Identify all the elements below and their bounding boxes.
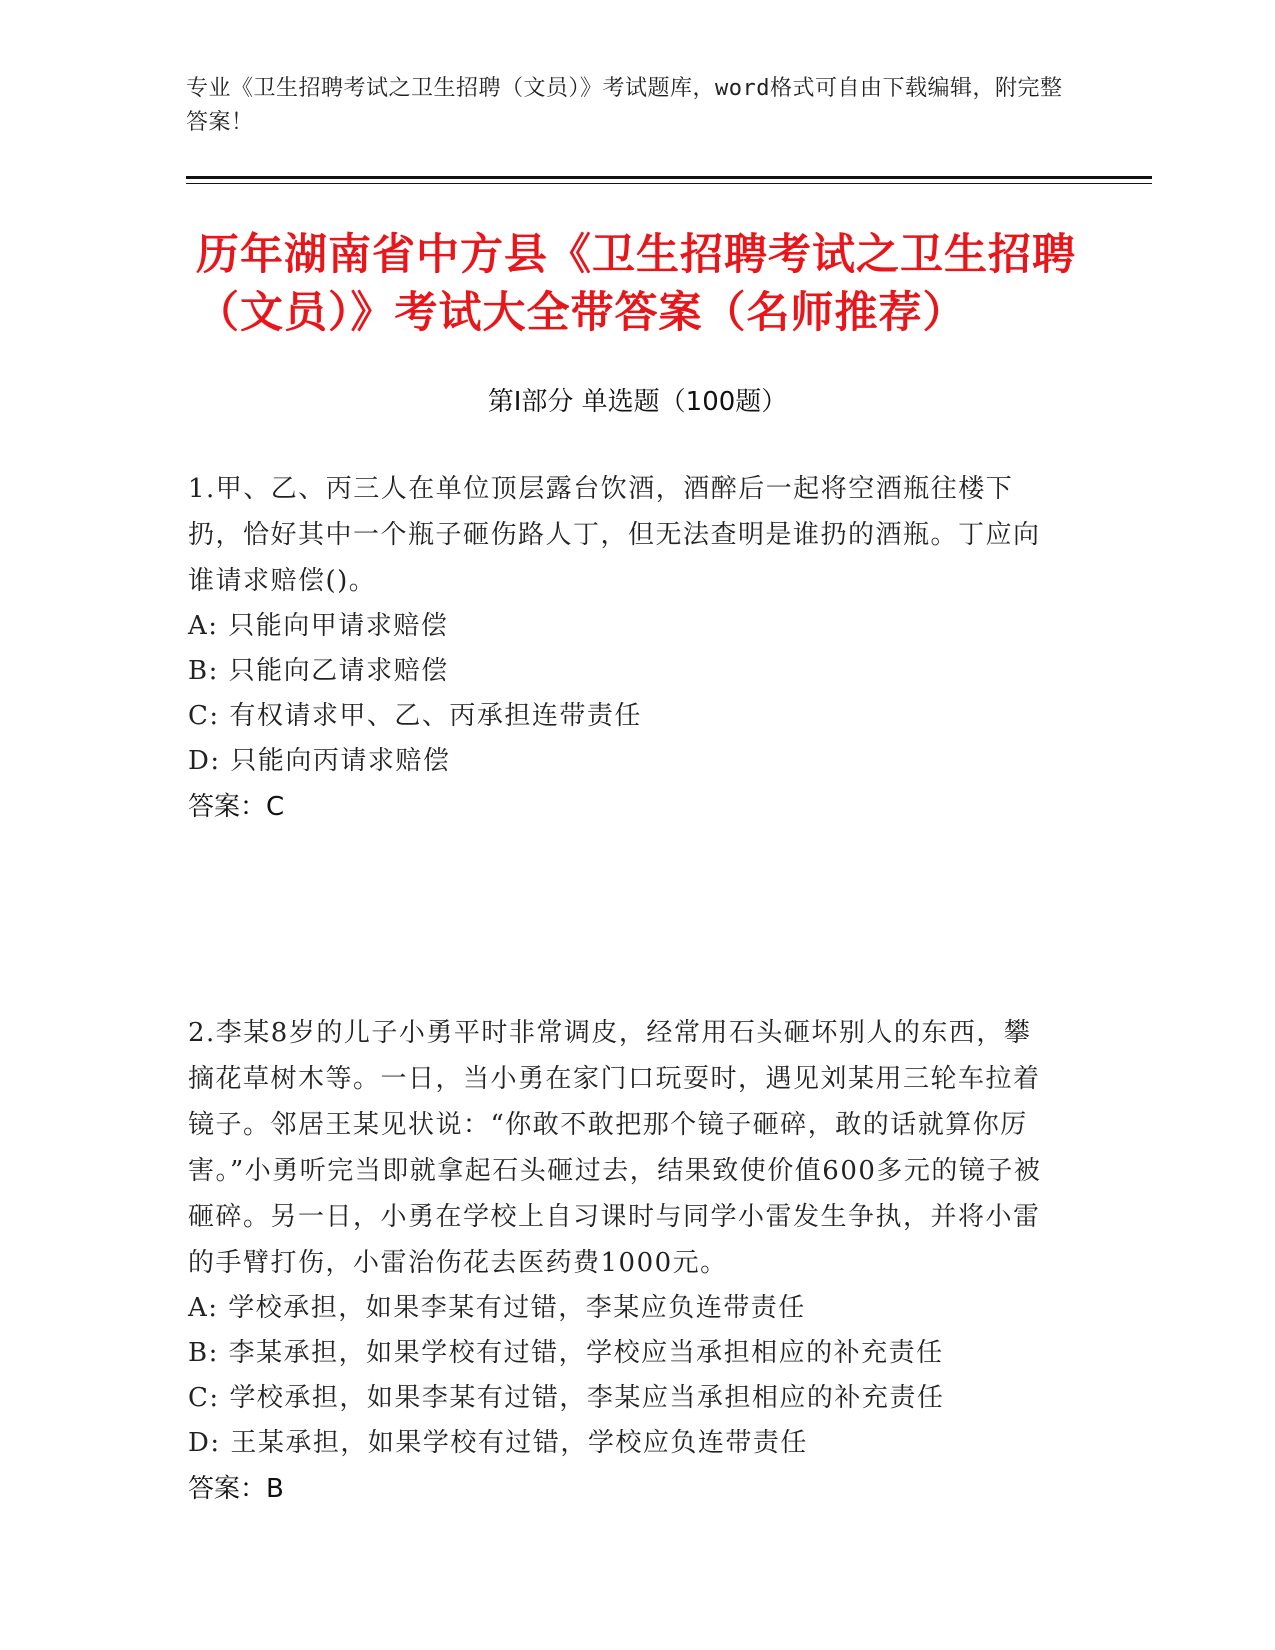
question-2 [188, 1010, 1058, 1512]
document-title: 历年湖南省中方县《卫生招聘考试之卫生招聘（文员）》考试大全带答案（名师推荐） [196, 230, 1076, 338]
option-a: A: 只能向甲请求赔偿 [188, 611, 449, 641]
option-b: B: 李某承担，如果学校有过错，学校应当承担相应的补充责任 [188, 1338, 944, 1368]
option-c: C: 有权请求甲、乙、丙承担连带责任 [188, 701, 642, 731]
answer: 答案：C [188, 792, 285, 822]
question-stem: 2.李某8岁的儿子小勇平时非常调皮，经常用石头砸坏别人的东西，攀摘花草树木等。一日，当小勇在家门口玩耍时，遇见刘某用三轮车拉着镜子。邻居王某见状说：“你敢不敢把那个镜子砸碎，敢的话就算你厉害。”小勇听完当即就拿起石头砸过去，结果致使价值600多元的镜子被砸碎。另一日，小勇在学校上自习课时与同学小雷发生争执，并将小雷的手臂打伤，小雷治伤花去医药费1000元。 [188, 1018, 1042, 1278]
option-b: B: 只能向乙请求赔偿 [188, 656, 449, 686]
option-c: C: 学校承担，如果李某有过错，李某应当承担相应的补充责任 [188, 1383, 945, 1413]
option-a: A: 学校承担，如果李某有过错，李某应负连带责任 [188, 1293, 806, 1323]
question-stem: 1.甲、乙、丙三人在单位顶层露台饮酒，酒醉后一起将空酒瓶往楼下扔，恰好其中一个瓶子砸伤路人丁，但无法查明是谁扔的酒瓶。丁应向谁请求赔偿()。 [188, 474, 1041, 596]
header-divider-thin [186, 183, 1152, 184]
question-1 [188, 466, 1058, 830]
answer: 答案：B [188, 1474, 284, 1504]
section-title: 第Ⅰ部分 单选题（100题） [487, 387, 788, 417]
header-divider-thick [186, 176, 1152, 179]
option-d: D: 只能向丙请求赔偿 [188, 746, 451, 776]
header-note: 专业《卫生招聘考试之卫生招聘（文员）》考试题库，word格式可自由下载编辑，附完整答案！ [186, 76, 1063, 135]
option-d: D: 王某承担，如果学校有过错，学校应负连带责任 [188, 1428, 808, 1458]
